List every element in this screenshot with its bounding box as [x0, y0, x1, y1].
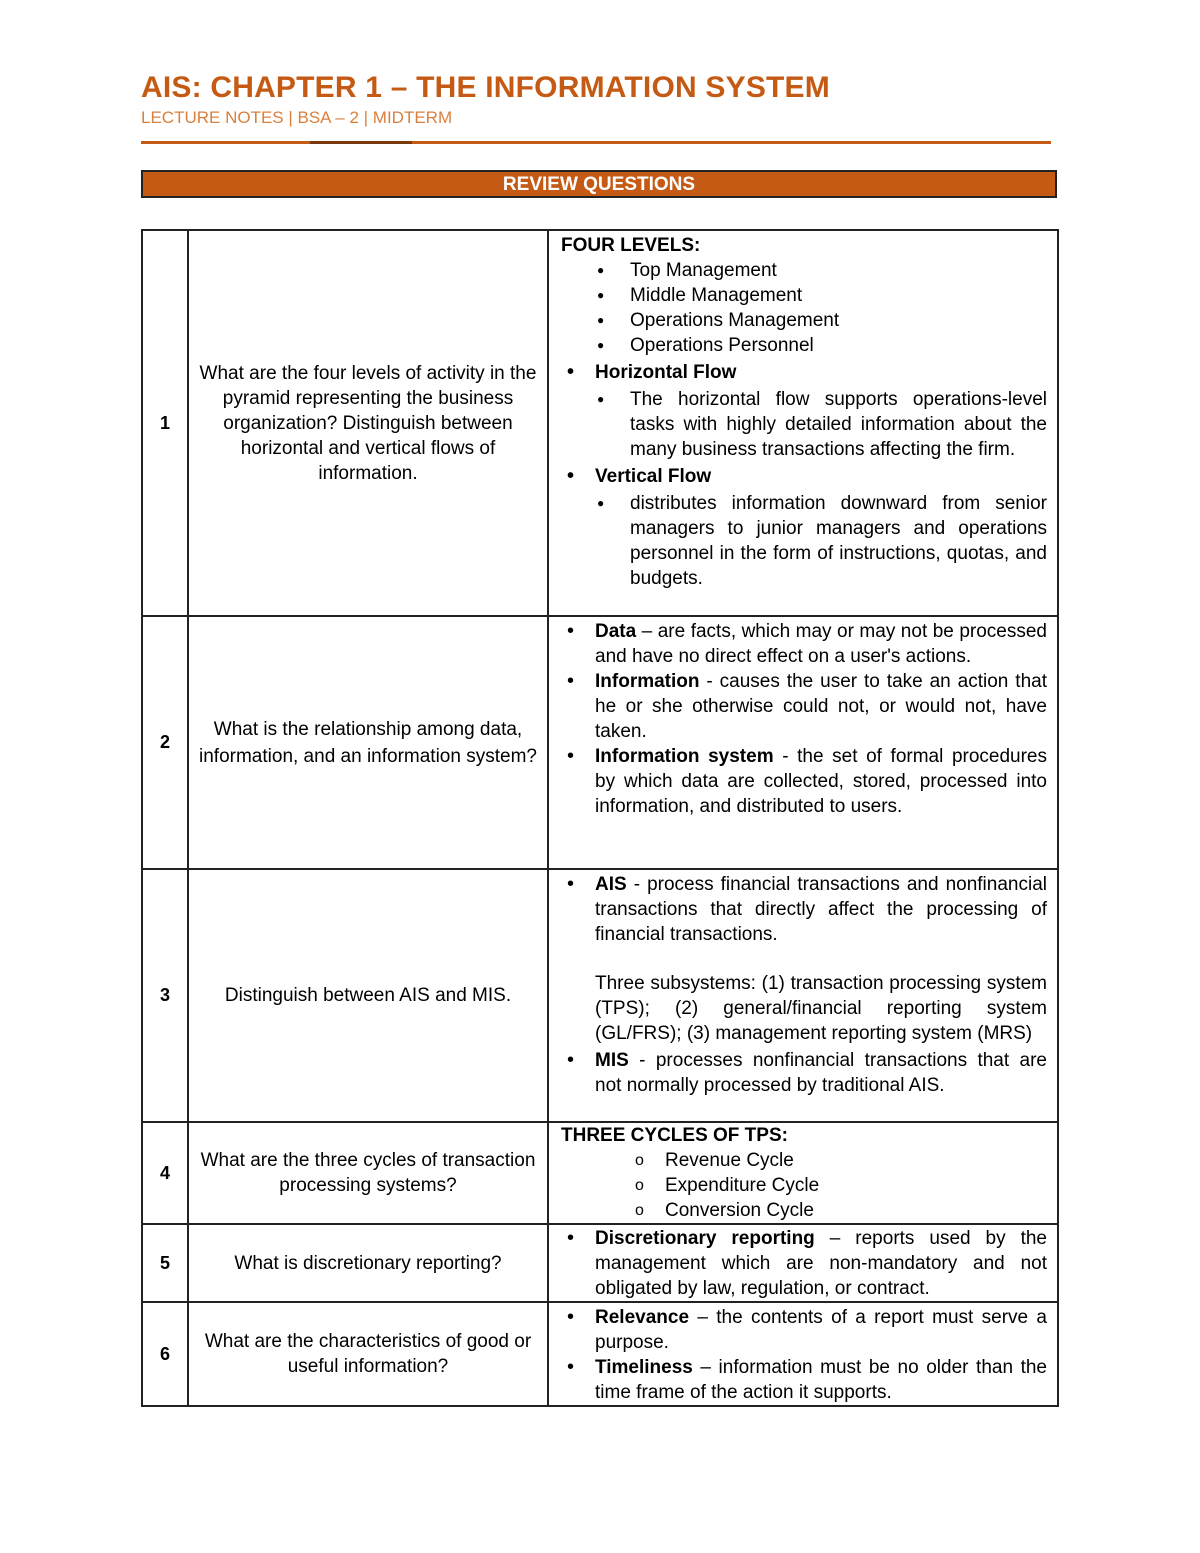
list-item: ● Operations Personnel — [559, 333, 1047, 358]
list-item: ● Middle Management — [559, 283, 1047, 308]
row-number: 3 — [142, 869, 188, 1122]
document-subtitle: LECTURE NOTES | BSA – 2 | MIDTERM — [141, 108, 453, 127]
definition: - processes nonfinancial transactions that are not normally processed by traditional AIS. — [595, 1050, 1047, 1096]
definition: – the contents of a report must serve a purpose. — [595, 1307, 1047, 1353]
answer-heading: THREE CYCLES OF TPS: — [561, 1125, 788, 1146]
question-text: What is discretionary reporting? — [188, 1224, 548, 1302]
term: Timeliness — [595, 1357, 693, 1378]
list-item: o Revenue Cycle — [559, 1148, 1047, 1173]
header-rule — [141, 141, 1051, 144]
row-number: 5 — [142, 1224, 188, 1302]
subsystems-text: Three subsystems: (1) transaction processing system (TPS); (2) general/financial reporting system (GL/FRS); (3) management reporting system (MRS) — [595, 973, 1047, 1044]
term: Data — [595, 621, 637, 642]
answer-cell — [548, 869, 1058, 1122]
list-item: ● Top Management — [559, 258, 1047, 283]
list-item — [559, 872, 1047, 947]
section-banner: REVIEW QUESTIONS — [141, 170, 1057, 198]
definition: - the set of formal procedures by which data are collected, stored, processed into information, and distributed to users. — [595, 746, 1047, 817]
definition: – information must be no older than the time frame of the action it supports. — [595, 1357, 1047, 1403]
row-number: 6 — [142, 1302, 188, 1406]
answer-cell — [548, 230, 1058, 616]
definition: - causes the user to take an action that he or she otherwise could not, or would not, have taken. — [595, 671, 1047, 742]
table-row — [142, 1224, 1058, 1302]
list-item: • Horizontal Flow — [559, 360, 1047, 385]
list-item: ● Operations Management — [559, 308, 1047, 333]
document-title: AIS: CHAPTER 1 – THE INFORMATION SYSTEM — [141, 71, 830, 104]
list-item: • Vertical Flow — [559, 464, 1047, 489]
answer-cell — [548, 616, 1058, 869]
question-text: What are the characteristics of good or useful information? — [188, 1302, 548, 1406]
list-item — [559, 1048, 1047, 1098]
review-questions-table — [141, 229, 1059, 1407]
table-row — [142, 1302, 1058, 1406]
question-text: Distinguish between AIS and MIS. — [188, 869, 548, 1122]
term: MIS — [595, 1050, 629, 1071]
term: Information system — [595, 746, 774, 767]
answer-cell — [548, 1224, 1058, 1302]
list-item — [559, 619, 1047, 669]
definition: – reports used by the management which are non-mandatory and not obligated by law, regulation, or contract. — [595, 1228, 1047, 1299]
list-item: ● distributes information downward from senior managers to junior managers and operations personnel in the form of instructions, quotas, and budgets. — [559, 491, 1047, 591]
list-item — [559, 1355, 1047, 1405]
header-rule-accent — [310, 141, 412, 144]
list-item — [559, 1226, 1047, 1301]
list-item: o Conversion Cycle — [559, 1198, 1047, 1223]
table-row — [142, 230, 1058, 616]
row-number: 1 — [142, 230, 188, 616]
list-item: o Expenditure Cycle — [559, 1173, 1047, 1198]
list-item — [559, 1305, 1047, 1355]
question-text: What are the three cycles of transaction processing systems? — [188, 1122, 548, 1224]
list-item: ● The horizontal flow supports operations-level tasks with highly detailed information about the many business transactions affecting the firm. — [559, 387, 1047, 462]
answer-cell — [548, 1122, 1058, 1224]
definition: - process financial transactions and nonfinancial transactions that directly affect the processing of financial transactions. — [595, 874, 1047, 945]
answer-cell — [548, 1302, 1058, 1406]
table-row — [142, 616, 1058, 869]
list-item — [559, 744, 1047, 819]
term: Discretionary reporting — [595, 1228, 815, 1249]
question-text: What are the four levels of activity in the pyramid representing the business organization? Distinguish between horizontal and vertical flows of information. — [188, 230, 548, 616]
question-text: What is the relationship among data, information, and an information system? — [188, 616, 548, 869]
table-row — [142, 869, 1058, 1122]
term: Information — [595, 671, 700, 692]
list-item — [559, 669, 1047, 744]
term: Relevance — [595, 1307, 690, 1328]
row-number: 4 — [142, 1122, 188, 1224]
row-number: 2 — [142, 616, 188, 869]
table-row — [142, 1122, 1058, 1224]
answer-heading: FOUR LEVELS: — [561, 235, 701, 256]
term: AIS — [595, 874, 627, 895]
definition: – are facts, which may or may not be processed and have no direct effect on a user's actions. — [595, 621, 1047, 667]
